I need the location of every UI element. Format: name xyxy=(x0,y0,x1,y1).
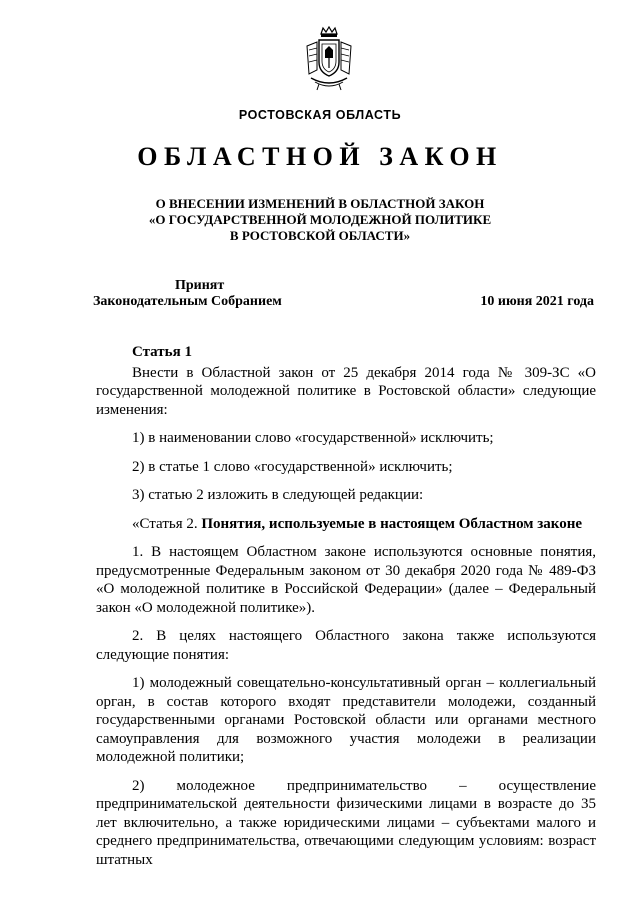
definition-item: 2) молодежное предпринимательство – осуществление предпринимательской деятельности физическими лицами в возрасте до 35 лет включительно, а также юридическими лицами – субъектами малого и среднего предпринимательства, отвечающими следующим условиям: возраст штатных xyxy=(96,777,596,868)
quoted-article-heading xyxy=(96,515,596,534)
quoted-article-prefix: «Статья 2. xyxy=(132,515,202,532)
law-subtitle xyxy=(0,196,640,244)
quoted-article-paragraph: 2. В целях настоящего Областного закона также используются следующие понятия: xyxy=(96,628,596,663)
adopted-body: Законодательным Собранием xyxy=(93,294,282,309)
subtitle-line: В РОСТОВСКОЙ ОБЛАСТИ» xyxy=(229,228,411,243)
article-heading: Статья 1 xyxy=(132,344,192,360)
definition-item: 1) молодежный совещательно-консультативный орган – коллегиальный орган, в состав которого входят представители молодежи, созданный государственными органами Ростовской области или органами местного самоуправления для возможного участия молодежи в реализации молодежной политики; xyxy=(96,675,596,765)
article-item: 2) в статье 1 слово «государственной» исключить; xyxy=(132,458,453,475)
law-title: ОБЛАСТНОЙ ЗАКОН xyxy=(137,142,503,171)
article-item: 3) статью 2 изложить в следующей редакции: xyxy=(132,487,424,503)
article-item: 1) в наименовании слово «государственной» исключить; xyxy=(132,430,494,446)
article-intro: Внести в Областной закон от 25 декабря 2014 года № 309-ЗС «О государственной молодежной политике в Ростовской области» следующие изменения: xyxy=(96,364,596,418)
quoted-article-paragraph: 1. В настоящем Областном законе используются основные понятия, предусмотренные Федеральным законом от 30 декабря 2020 года № 489-ФЗ «О молодежной политике в Российской Федерации» (далее – Федеральный закон «О молодежной политике»). xyxy=(96,544,596,616)
subtitle-line: О ВНЕСЕНИИ ИЗМЕНЕНИЙ В ОБЛАСТНОЙ ЗАКОН xyxy=(155,196,485,211)
adopted-label: Принят xyxy=(175,278,225,293)
adopted-date: 10 июня 2021 года xyxy=(480,294,594,309)
rostov-region-coat-of-arms-icon xyxy=(303,26,355,92)
quoted-article-title: Понятия, используемые в настоящем Областном законе xyxy=(201,515,583,532)
law-body xyxy=(96,343,596,869)
subtitle-line: «О ГОСУДАРСТВЕННОЙ МОЛОДЕЖНОЙ ПОЛИТИКЕ xyxy=(148,212,492,227)
region-name: РОСТОВСКАЯ ОБЛАСТЬ xyxy=(238,108,402,122)
